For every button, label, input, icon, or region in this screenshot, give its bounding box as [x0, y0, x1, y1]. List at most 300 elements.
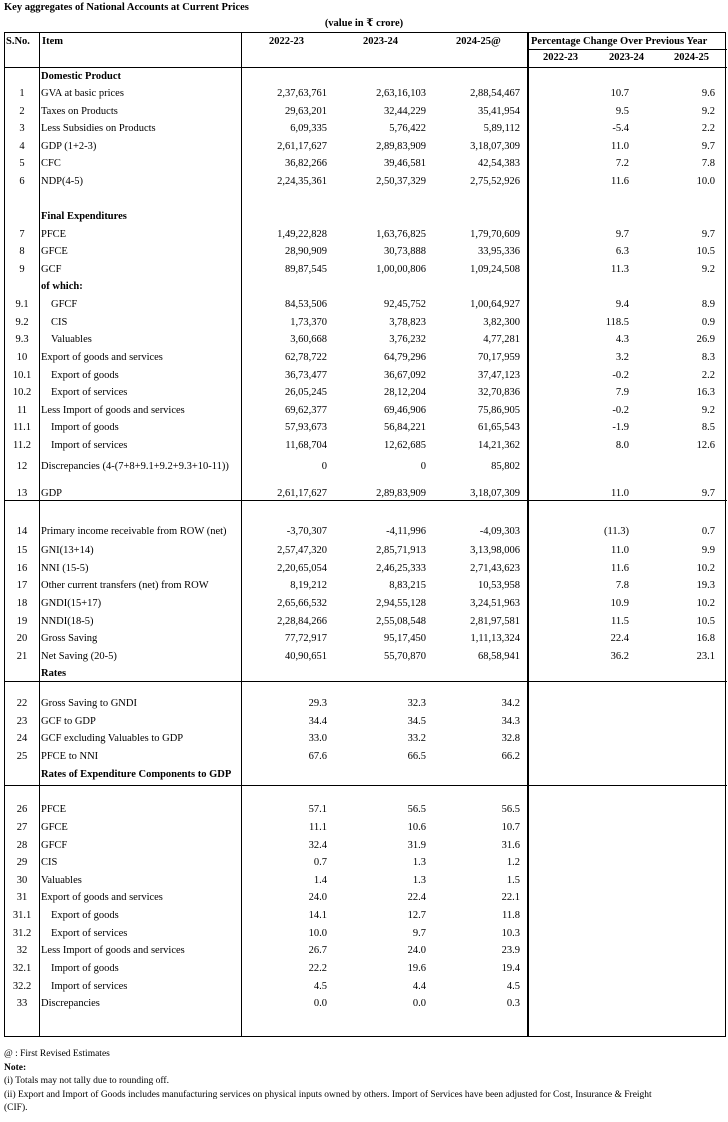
- pct-change-2023-24: -1.9: [612, 422, 629, 433]
- row-label: CIS: [51, 317, 68, 328]
- row-label: CIS: [41, 857, 58, 868]
- row-label: Export of goods: [51, 910, 119, 921]
- value-2024-25: 11.8: [502, 910, 520, 921]
- value-2024-25: 34.3: [501, 716, 520, 727]
- row-label: PFCE to NNI: [41, 751, 99, 762]
- value-2024-25: 3,18,07,309: [470, 488, 520, 499]
- value-2023-24: 32,44,229: [384, 106, 426, 117]
- col-divider-sno: [39, 33, 40, 1036]
- row-label: GFCF: [41, 840, 68, 851]
- row-label: GFCE: [41, 246, 68, 257]
- value-2024-25: -4,09,303: [479, 526, 520, 537]
- value-2023-24: 30,73,888: [384, 246, 426, 257]
- pct-change-2023-24: 7.9: [615, 387, 629, 398]
- row-label: GCF excluding Valuables to GDP: [41, 733, 184, 744]
- value-2024-25: 3,24,51,963: [470, 598, 520, 609]
- value-2023-24: 12.7: [407, 910, 426, 921]
- row-label: Export of goods: [51, 370, 119, 381]
- pct-change-2024-25: 16.3: [696, 387, 715, 398]
- value-2022-23: 4.5: [313, 981, 327, 992]
- value-2022-23: 29,63,201: [285, 106, 327, 117]
- row-label: Other current transfers (net) from ROW: [41, 580, 209, 591]
- pct-change-2023-24: 22.4: [610, 633, 629, 644]
- value-2023-24: -4,11,996: [386, 526, 426, 537]
- pct-change-2024-25: 10.2: [696, 563, 715, 574]
- row-sno: 10.1: [12, 370, 32, 381]
- value-2024-25: 66.2: [501, 751, 520, 762]
- value-2024-25: 10.7: [501, 822, 520, 833]
- value-2022-23: -3,70,307: [286, 526, 327, 537]
- value-2024-25: 34.2: [501, 698, 520, 709]
- pct-change-2023-24: 9.5: [615, 106, 629, 117]
- value-2022-23: 2,37,63,761: [277, 88, 327, 99]
- value-2024-25: 3,13,98,006: [470, 545, 520, 556]
- value-2023-24: 8,83,215: [389, 580, 426, 591]
- value-2023-24: 2,89,83,909: [376, 141, 426, 152]
- row-sno: 31: [16, 892, 28, 903]
- value-2024-25: 75,86,905: [478, 405, 520, 416]
- value-2024-25: 61,65,543: [478, 422, 520, 433]
- pct-change-2024-25: 12.6: [696, 440, 715, 451]
- row-label: Net Saving (20-5): [41, 651, 117, 662]
- row-sno: 6: [19, 176, 25, 187]
- header-pct-year-2: 2023-24: [609, 52, 644, 63]
- note-line: (ii) Export and Import of Goods includes manufacturing services on physical inputs owned by others. Import of Services have been adjusted for Cost, Insurance & Freight: [4, 1089, 652, 1100]
- pct-change-2023-24: 11.0: [611, 488, 629, 499]
- value-2023-24: 1,63,76,825: [376, 229, 426, 240]
- header-pct-title: Percentage Change Over Previous Year: [531, 36, 708, 47]
- row-sno: 22: [16, 698, 28, 709]
- row-label: Less Import of goods and services: [41, 405, 185, 416]
- value-2022-23: 10.0: [308, 928, 327, 939]
- pct-change-2024-25: 2.2: [701, 123, 715, 134]
- row-sno: 21: [16, 651, 28, 662]
- value-2022-23: 36,73,477: [285, 370, 327, 381]
- section-heading: Domestic Product: [41, 71, 121, 82]
- value-2023-24: 2,85,71,913: [376, 545, 426, 556]
- pct-change-2024-25: 9.2: [701, 264, 715, 275]
- pct-change-2024-25: 10.5: [696, 246, 715, 257]
- value-2024-25: 37,47,123: [478, 370, 520, 381]
- pct-change-2024-25: 2.2: [701, 370, 715, 381]
- row-sno: 13: [16, 488, 28, 499]
- value-2024-25: 22.1: [501, 892, 520, 903]
- value-2024-25: 2,81,97,581: [470, 616, 520, 627]
- row-label: GCF: [41, 264, 62, 275]
- value-2024-25: 3,82,300: [483, 317, 520, 328]
- row-label: GCF to GDP: [41, 716, 96, 727]
- value-2023-24: 55,70,870: [384, 651, 426, 662]
- pct-change-2024-25: 9.7: [701, 141, 715, 152]
- row-label: Export of services: [51, 928, 128, 939]
- section-heading: Rates of Expenditure Components to GDP: [41, 769, 232, 780]
- pct-change-2024-25: 9.7: [701, 488, 715, 499]
- row-label: Export of goods and services: [41, 892, 163, 903]
- header-bottom-rule: [5, 67, 727, 68]
- value-2022-23: 14.1: [308, 910, 327, 921]
- value-2022-23: 28,90,909: [285, 246, 327, 257]
- table-title: Key aggregates of National Accounts at Current Prices: [4, 2, 249, 13]
- value-2022-23: 84,53,506: [285, 299, 327, 310]
- value-2022-23: 1.4: [313, 875, 327, 886]
- row-label: GFCF: [51, 299, 78, 310]
- row-label: Import of goods: [51, 422, 119, 433]
- pct-change-2023-24: 9.7: [615, 229, 629, 240]
- value-2022-23: 2,65,66,532: [277, 598, 327, 609]
- pct-change-2023-24: (11.3): [604, 526, 629, 537]
- row-sno: 9.3: [15, 334, 29, 345]
- row-sno: 28: [16, 840, 28, 851]
- pct-change-2024-25: 0.9: [701, 317, 715, 328]
- row-sno: 17: [16, 580, 28, 591]
- value-2022-23: 1,73,370: [290, 317, 327, 328]
- pct-change-2023-24: 11.3: [611, 264, 629, 275]
- header-pct-year-1: 2022-23: [543, 52, 578, 63]
- header-year-3: 2024-25@: [456, 36, 501, 47]
- pct-change-2023-24: 8.0: [615, 440, 629, 451]
- row-sno: 31.1: [12, 910, 32, 921]
- value-2022-23: 11,68,704: [285, 440, 327, 451]
- section-heading: of which:: [41, 281, 83, 292]
- row-sno: 20: [16, 633, 28, 644]
- value-2023-24: 66.5: [407, 751, 426, 762]
- value-2022-23: 69,62,377: [285, 405, 327, 416]
- value-2024-25: 5,89,112: [483, 123, 520, 134]
- row-sno: 11.1: [13, 422, 31, 433]
- row-label: Import of services: [51, 981, 128, 992]
- row-sno: 10.2: [12, 387, 32, 398]
- pct-change-2024-25: 9.2: [701, 405, 715, 416]
- value-2022-23: 2,28,84,266: [277, 616, 327, 627]
- row-label: Gross Saving to GNDI: [41, 698, 137, 709]
- value-2023-24: 10.6: [407, 822, 426, 833]
- row-sno: 10: [16, 352, 28, 363]
- row-sno: 30: [16, 875, 28, 886]
- value-2022-23: 2,61,17,627: [277, 141, 327, 152]
- value-2023-24: 0.0: [412, 998, 426, 1009]
- value-2024-25: 0.3: [506, 998, 520, 1009]
- pct-change-2023-24: -5.4: [612, 123, 629, 134]
- value-2023-24: 1.3: [412, 857, 426, 868]
- pct-change-2024-25: 9.6: [701, 88, 715, 99]
- value-2023-24: 56.5: [407, 804, 426, 815]
- value-2024-25: 32.8: [501, 733, 520, 744]
- row-sno: 26: [16, 804, 28, 815]
- value-2024-25: 3,18,07,309: [470, 141, 520, 152]
- header-pct-year-3: 2024-25: [674, 52, 709, 63]
- row-label: PFCE: [41, 229, 67, 240]
- value-2024-25: 2,71,43,623: [470, 563, 520, 574]
- pct-change-2023-24: 11.6: [611, 563, 629, 574]
- row-sno: 23: [16, 716, 28, 727]
- pct-change-2023-24: 10.7: [610, 88, 629, 99]
- value-2022-23: 22.2: [308, 963, 327, 974]
- section-divider-2: [5, 681, 727, 682]
- row-sno: 24: [16, 733, 28, 744]
- value-2024-25: 4.5: [506, 981, 520, 992]
- value-2022-23: 2,61,17,627: [277, 488, 327, 499]
- pct-change-2023-24: 11.5: [611, 616, 629, 627]
- value-2022-23: 11.1: [309, 822, 327, 833]
- section-heading: Final Expenditures: [41, 211, 127, 222]
- value-2024-25: 1,11,13,324: [470, 633, 520, 644]
- pct-change-2024-25: 9.9: [701, 545, 715, 556]
- value-2022-23: 57.1: [308, 804, 327, 815]
- pct-change-2023-24: 6.3: [615, 246, 629, 257]
- pct-change-2024-25: 0.7: [701, 526, 715, 537]
- value-2022-23: 34.4: [308, 716, 327, 727]
- row-sno: 12: [16, 461, 28, 472]
- value-2024-25: 33,95,336: [478, 246, 520, 257]
- row-sno: 11: [16, 405, 28, 416]
- pct-change-2024-25: 8.5: [701, 422, 715, 433]
- row-label: Valuables: [51, 334, 92, 345]
- value-2023-24: 28,12,204: [384, 387, 426, 398]
- value-2024-25: 31.6: [501, 840, 520, 851]
- row-label: Less Import of goods and services: [41, 945, 185, 956]
- row-sno: 31.2: [12, 928, 32, 939]
- row-sno: 9.2: [15, 317, 29, 328]
- value-2022-23: 2,20,65,054: [277, 563, 327, 574]
- value-2023-24: 69,46,906: [384, 405, 426, 416]
- value-2023-24: 12,62,685: [384, 440, 426, 451]
- row-label: GDP: [41, 488, 63, 499]
- value-2022-23: 33.0: [308, 733, 327, 744]
- value-2023-24: 2,89,83,909: [376, 488, 426, 499]
- value-2023-24: 19.6: [407, 963, 426, 974]
- row-label: NNI (15-5): [41, 563, 89, 574]
- pct-change-2023-24: 10.9: [610, 598, 629, 609]
- row-sno: 3: [19, 123, 25, 134]
- notes-heading: Note:: [4, 1062, 27, 1073]
- row-sno: 11.2: [13, 440, 31, 451]
- row-sno: 27: [16, 822, 28, 833]
- value-2022-23: 26.7: [308, 945, 327, 956]
- pct-change-2024-25: 8.3: [701, 352, 715, 363]
- pct-change-2024-25: 8.9: [701, 299, 715, 310]
- unit-label: (value in ₹ crore): [324, 18, 404, 29]
- value-2024-25: 32,70,836: [478, 387, 520, 398]
- row-label: Valuables: [41, 875, 82, 886]
- value-2022-23: 3,60,668: [290, 334, 327, 345]
- value-2024-25: 4,77,281: [483, 334, 520, 345]
- value-2022-23: 2,57,47,320: [277, 545, 327, 556]
- value-2023-24: 3,78,823: [389, 317, 426, 328]
- value-2024-25: 35,41,954: [478, 106, 520, 117]
- row-label: Import of goods: [51, 963, 119, 974]
- value-2022-23: 0.7: [313, 857, 327, 868]
- pct-change-2023-24: -0.2: [612, 370, 629, 381]
- row-label: Taxes on Products: [41, 106, 118, 117]
- row-sno: 7: [19, 229, 25, 240]
- value-2024-25: 23.9: [501, 945, 520, 956]
- value-2023-24: 33.2: [407, 733, 426, 744]
- value-2023-24: 3,76,232: [389, 334, 426, 345]
- pct-change-2023-24: 11.0: [611, 141, 629, 152]
- value-2023-24: 95,17,450: [384, 633, 426, 644]
- pct-change-2023-24: 11.6: [611, 176, 629, 187]
- pct-change-2023-24: 7.2: [615, 158, 629, 169]
- value-2023-24: 64,79,296: [384, 352, 426, 363]
- row-label: Primary income receivable from ROW (net): [41, 526, 227, 537]
- value-2022-23: 62,78,722: [285, 352, 327, 363]
- row-label: NDP(4-5): [41, 176, 83, 187]
- row-sno: 29: [16, 857, 28, 868]
- note-line: (i) Totals may not tally due to rounding off.: [4, 1076, 169, 1086]
- value-2024-25: 42,54,383: [478, 158, 520, 169]
- value-2023-24: 9.7: [412, 928, 426, 939]
- row-label: GNI(13+14): [41, 545, 94, 556]
- value-2023-24: 0: [420, 461, 426, 472]
- row-sno: 5: [19, 158, 25, 169]
- row-sno: 14: [16, 526, 28, 537]
- row-label: GDP (1+2-3): [41, 141, 97, 152]
- value-2022-23: 0: [321, 461, 327, 472]
- row-label: GFCE: [41, 822, 68, 833]
- national-accounts-table: [4, 32, 726, 1037]
- pct-change-2024-25: 26.9: [696, 334, 715, 345]
- pct-change-2024-25: 9.2: [701, 106, 715, 117]
- value-2024-25: 1,79,70,609: [470, 229, 520, 240]
- row-sno: 32.1: [12, 963, 32, 974]
- row-label: PFCE: [41, 804, 67, 815]
- row-label: Export of services: [51, 387, 128, 398]
- value-2022-23: 40,90,651: [285, 651, 327, 662]
- value-2024-25: 1,00,64,927: [470, 299, 520, 310]
- value-2024-25: 10.3: [501, 928, 520, 939]
- pct-change-2023-24: 118.5: [605, 317, 629, 328]
- value-2023-24: 4.4: [412, 981, 426, 992]
- value-2023-24: 36,67,092: [384, 370, 426, 381]
- value-2024-25: 10,53,958: [478, 580, 520, 591]
- value-2023-24: 92,45,752: [384, 299, 426, 310]
- row-sno: 1: [19, 88, 25, 99]
- section-heading: Rates: [41, 668, 67, 679]
- value-2024-25: 14,21,362: [478, 440, 520, 451]
- pct-change-2023-24: 3.2: [615, 352, 629, 363]
- row-sno: 9: [19, 264, 25, 275]
- value-2024-25: 1.5: [506, 875, 520, 886]
- pct-change-2024-25: 10.0: [696, 176, 715, 187]
- pct-change-2023-24: 36.2: [610, 651, 629, 662]
- row-sno: 4: [19, 141, 25, 152]
- value-2024-25: 1,09,24,508: [470, 264, 520, 275]
- value-2023-24: 31.9: [407, 840, 426, 851]
- value-2022-23: 67.6: [308, 751, 327, 762]
- value-2022-23: 29.3: [308, 698, 327, 709]
- pct-change-2024-25: 7.8: [701, 158, 715, 169]
- row-sno: 9.1: [15, 299, 29, 310]
- value-2022-23: 89,87,545: [285, 264, 327, 275]
- value-2024-25: 2,88,54,467: [470, 88, 520, 99]
- value-2023-24: 5,76,422: [389, 123, 426, 134]
- section-divider-3: [5, 785, 727, 786]
- value-2024-25: 2,75,52,926: [470, 176, 520, 187]
- row-sno: 19: [16, 616, 28, 627]
- value-2023-24: 24.0: [407, 945, 426, 956]
- value-2022-23: 1,49,22,828: [277, 229, 327, 240]
- header-sno: S.No.: [6, 36, 30, 47]
- row-sno: 33: [16, 998, 28, 1009]
- value-2023-24: 2,94,55,128: [376, 598, 426, 609]
- value-2024-25: 68,58,941: [478, 651, 520, 662]
- value-2023-24: 1.3: [412, 875, 426, 886]
- value-2023-24: 2,63,16,103: [376, 88, 426, 99]
- row-sno: 32.2: [12, 981, 32, 992]
- row-label: Import of services: [51, 440, 128, 451]
- row-sno: 15: [16, 545, 28, 556]
- value-2022-23: 36,82,266: [285, 158, 327, 169]
- value-2023-24: 39,46,581: [384, 158, 426, 169]
- pct-change-2023-24: 4.3: [615, 334, 629, 345]
- row-sno: 25: [16, 751, 28, 762]
- pct-change-2024-25: 19.3: [696, 580, 715, 591]
- value-2022-23: 77,72,917: [285, 633, 327, 644]
- value-2022-23: 26,05,245: [285, 387, 327, 398]
- value-2024-25: 19.4: [501, 963, 520, 974]
- row-sno: 2: [19, 106, 25, 117]
- value-2023-24: 2,50,37,329: [376, 176, 426, 187]
- header-year-2: 2023-24: [363, 36, 398, 47]
- pct-change-2024-25: 10.5: [696, 616, 715, 627]
- value-2023-24: 32.3: [407, 698, 426, 709]
- value-2024-25: 56.5: [501, 804, 520, 815]
- note-line: (CIF).: [4, 1103, 28, 1113]
- pct-change-2023-24: 7.8: [615, 580, 629, 591]
- pct-change-2023-24: 9.4: [615, 299, 629, 310]
- estimate-note: @ : First Revised Estimates: [4, 1049, 110, 1059]
- pct-change-2024-25: 16.8: [696, 633, 715, 644]
- value-2022-23: 57,93,673: [285, 422, 327, 433]
- pct-change-2023-24: -0.2: [612, 405, 629, 416]
- row-sno: 8: [19, 246, 25, 257]
- row-label: NNDI(18-5): [41, 616, 94, 627]
- row-sno: 18: [16, 598, 28, 609]
- row-label: Discrepancies: [41, 998, 100, 1009]
- value-2022-23: 2,24,35,361: [277, 176, 327, 187]
- row-label: GVA at basic prices: [41, 88, 124, 99]
- value-2022-23: 6,09,335: [290, 123, 327, 134]
- value-2024-25: 1.2: [506, 857, 520, 868]
- row-sno: 32: [16, 945, 28, 956]
- value-2023-24: 22.4: [407, 892, 426, 903]
- row-label: Discrepancies (4-(7+8+9.1+9.2+9.3+10-11)): [41, 461, 229, 472]
- row-label: Less Subsidies on Products: [41, 123, 156, 134]
- value-2023-24: 34.5: [407, 716, 426, 727]
- pct-change-2023-24: 11.0: [611, 545, 629, 556]
- pct-change-2024-25: 23.1: [696, 651, 715, 662]
- value-2023-24: 2,55,08,548: [376, 616, 426, 627]
- row-label: Export of goods and services: [41, 352, 163, 363]
- pct-change-2024-25: 10.2: [696, 598, 715, 609]
- value-2022-23: 32.4: [308, 840, 327, 851]
- pct-change-2024-25: 9.7: [701, 229, 715, 240]
- value-2024-25: 70,17,959: [478, 352, 520, 363]
- value-2022-23: 0.0: [313, 998, 327, 1009]
- value-2023-24: 1,00,00,806: [376, 264, 426, 275]
- row-label: GNDI(15+17): [41, 598, 102, 609]
- header-item: Item: [42, 36, 63, 47]
- value-2022-23: 24.0: [308, 892, 327, 903]
- value-2022-23: 8,19,212: [290, 580, 327, 591]
- value-2024-25: 85,802: [491, 461, 520, 472]
- value-2023-24: 56,84,221: [384, 422, 426, 433]
- row-sno: 16: [16, 563, 28, 574]
- header-year-1: 2022-23: [269, 36, 304, 47]
- pct-header-divider: [528, 49, 727, 50]
- notes: [4, 1048, 726, 1116]
- row-label: CFC: [41, 158, 61, 169]
